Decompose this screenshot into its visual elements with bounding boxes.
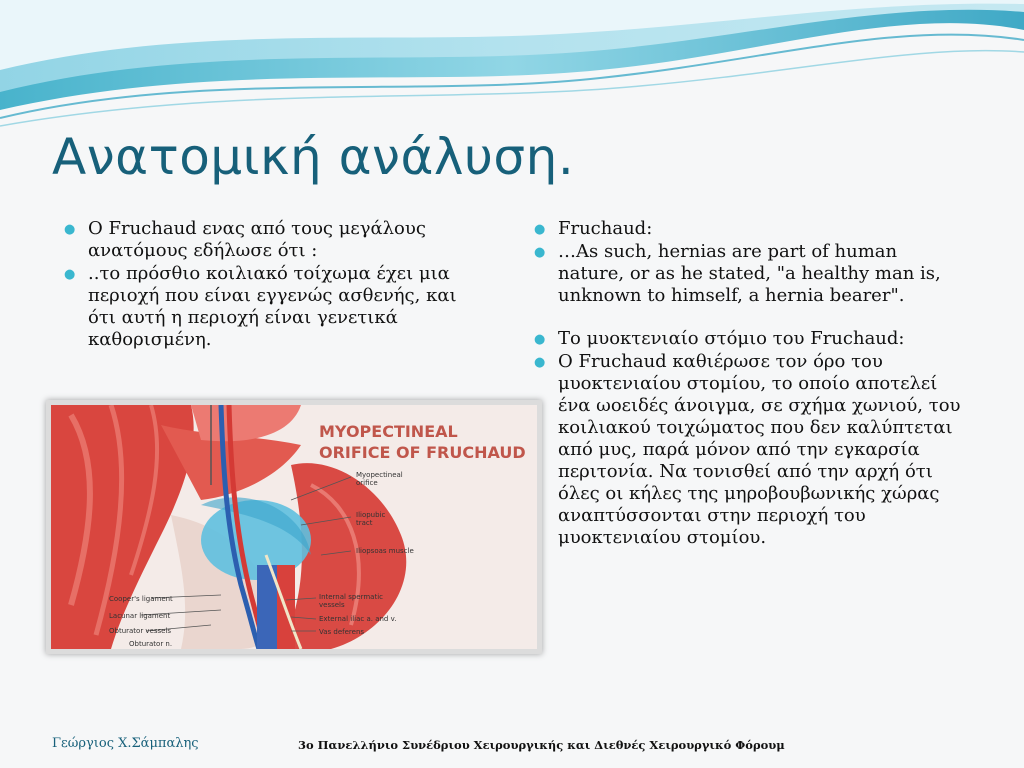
label-lacunar-ligament: Lacunar ligament <box>109 612 171 620</box>
label-obturator-vessels: Obturator vessels <box>109 627 172 635</box>
label-myopectineal-line2: orifice <box>356 479 378 487</box>
label-myopectineal-line1: Myopectineal <box>356 471 403 479</box>
left-bullet-1 <box>62 218 480 262</box>
figure-title-line2: ORIFICE OF FRUCHAUD <box>319 443 526 462</box>
label-iliopubic-line2: tract <box>356 519 373 527</box>
footer-event: 3ο Πανελλήνιο Συνέδριου Χειρουργικής και Διεθνές Χειρουργικό Φόρουμ <box>298 738 785 752</box>
bullet-icon: ● <box>534 222 546 237</box>
slide-title: Ανατομική ανάλυση. <box>52 128 575 186</box>
anatomy-figure <box>46 400 542 654</box>
right-bullet-4-text: Ο Fruchaud καθιέρωσε τον όρο του μυοκτενιαίου στομίου, το οποίο αποτελεί ένα ωοειδές άνοιγμα, σε σχήμα χωνιού, του κοιλιακού τοιχώματος που δεν καλύπτεται από μυς, παρά μόνον από την εγκαρσία περιτονία. Να τονισθεί από την αρχή ότι όλες οι κήλες της μηροβουβωνικής χώρας αναπτύσσονται στην περιοχή του μυοκτενιαίου στομίου. <box>558 351 961 548</box>
bullet-icon: ● <box>64 222 76 237</box>
left-bullet-2-text: ..το πρόσθιο κοιλιακό τοίχωμα έχει μια περιοχή που είναι εγγενώς ασθενής, και ότι αυτή η περιοχή είναι γενετικά καθορισμένη. <box>88 263 457 350</box>
label-iliopsoas: Iliopsoas muscle <box>356 547 414 555</box>
label-iliopubic-tract <box>356 511 385 527</box>
left-bullet-2 <box>62 263 480 351</box>
right-bullet-2-text: …As such, hernias are part of human nature, or as he stated, "a healthy man is, unknown to himself, a hernia bearer". <box>558 241 941 306</box>
figure-title <box>319 421 526 463</box>
left-bullet-1-text: Ο Fruchaud ενας από τους μεγάλους ανατόμους εδήλωσε ότι : <box>88 218 426 261</box>
label-coopers-ligament: Cooper's ligament <box>109 595 173 603</box>
right-bullet-1-text: Fruchaud: <box>558 218 653 239</box>
right-bullet-1 <box>532 218 967 240</box>
label-iliopubic-line1: Iliopubic <box>356 511 386 519</box>
right-bullet-2 <box>532 241 967 307</box>
label-spermatic-line1: Internal spermatic <box>319 593 384 601</box>
label-obturator-nerve: Obturator n. <box>129 640 173 648</box>
left-column <box>62 218 480 352</box>
bullet-icon: ● <box>534 245 546 260</box>
label-spermatic-line2: vessels <box>319 601 345 609</box>
right-bullet-4 <box>532 351 967 549</box>
label-external-iliac: External iliac a. and v. <box>319 615 397 623</box>
bullet-icon: ● <box>534 332 546 347</box>
bullet-icon: ● <box>534 355 546 370</box>
label-vas-deferens: Vas deferens <box>319 628 365 636</box>
figure-title-line1: MYOPECTINEAL <box>319 422 458 441</box>
bullet-icon: ● <box>64 267 76 282</box>
right-column <box>532 218 967 550</box>
header-wave-decoration <box>0 0 1024 130</box>
label-internal-spermatic <box>319 593 383 609</box>
footer-author: Γεώργιος Χ.Σάμπαλης <box>52 736 199 751</box>
right-bullet-3-text: Το μυοκτενιαίο στόμιο του Fruchaud: <box>558 328 905 349</box>
label-myopectineal-orifice <box>356 471 403 487</box>
right-bullet-3 <box>532 328 967 350</box>
